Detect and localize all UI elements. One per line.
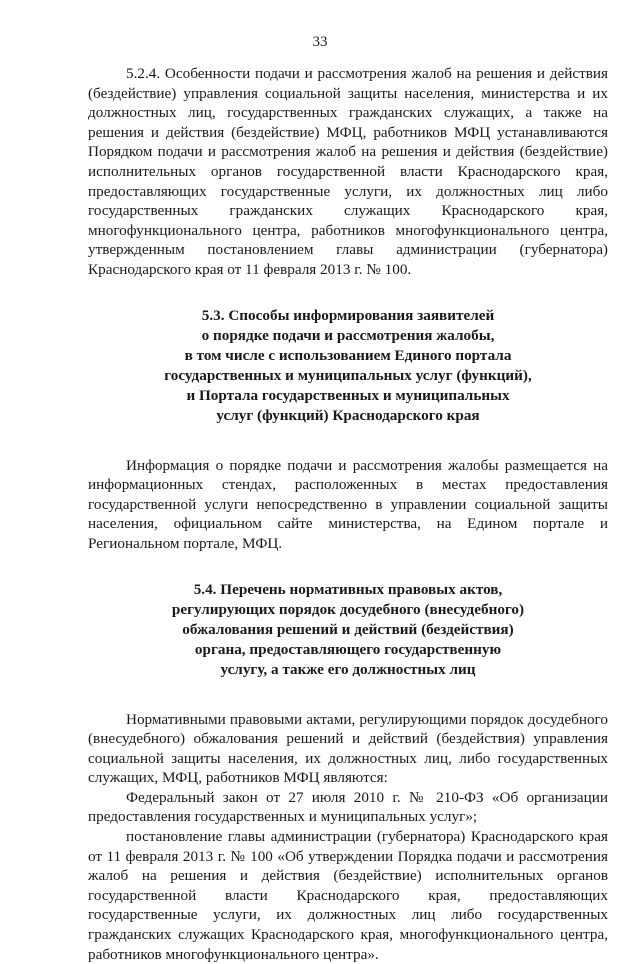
heading-5-3-line: услуг (функций) Краснодарского края (216, 406, 480, 424)
heading-5-4-line: услугу, а также его должностных лиц (220, 660, 476, 678)
heading-5-4-line: 5.4. Перечень нормативных правовых актов, (193, 580, 503, 598)
paragraph-5-4-intro: Нормативными правовыми актами, регулирующими порядок досудебного (внесудебного) обжалования решений и действий (бездействия) управления социальной защиты населения, их должностных лиц, либо государственных служащих, МФЦ, работников МФЦ являются: (88, 710, 608, 787)
heading-5-4-line: регулирующих порядок досудебного (внесудебного) (171, 600, 525, 618)
heading-5-4-line: обжалования решений и действий (бездействия) (182, 620, 514, 638)
heading-5-3-line: о порядке подачи и рассмотрения жалобы, (201, 326, 495, 344)
paragraph-5-2-4: 5.2.4. Особенности подачи и рассмотрения жалоб на решения и действия (бездействие) управления социальной защиты населения, министерства и их должностных лиц, государственных гражданских служащих, а также на решения и действия (бездействие) МФЦ, работников МФЦ устанавливаются Порядком подачи и рассмотрения жалоб на решения и действия (бездействие) исполнительных органов государственной власти Краснодарского края, предоставляющих государственные услуги, их должностных лиц либо государственных гражданских служащих Краснодарского края, многофункционального центра, работников многофункционального центра, утвержденным постановлением главы администрации (губернатора) Краснодарского края от 11 февраля 2013 г. № 100. (88, 65, 608, 278)
heading-5-3 (88, 306, 608, 426)
paragraph-5-4-item-2: постановление главы администрации (губернатора) Краснодарского края от 11 февраля 2013 г. № 100 «Об утверждении Порядка подачи и рассмотрения жалоб на решения и действия (бездействие) исполнительных органов государственной власти Краснодарского края, предоставляющих государственные услуги, их должностных лиц либо государственных гражданских служащих Краснодарского края, многофункционального центра, работников многофункционального центра». (88, 828, 608, 963)
heading-5-3-line: и Портала государственных и муниципальных (186, 386, 510, 404)
heading-5-3-line: государственных и муниципальных услуг (функций), (164, 366, 532, 384)
paragraph-5-3: Информация о порядке подачи и рассмотрения жалобы размещается на информационных стендах, расположенных в местах предоставления государственной услуги непосредственно в управлении социальной защиты населения, официальном сайте министерства, на Едином портале и Региональном портале, МФЦ. (88, 456, 608, 552)
heading-5-3-line: в том числе с использованием Единого портала (184, 346, 512, 364)
heading-5-3-line: 5.3. Способы информирования заявителей (201, 306, 495, 324)
paragraph-5-4-item-1: Федеральный закон от 27 июля 2010 г. № 210-ФЗ «Об организации предоставления государственных и муниципальных услуг»; (88, 788, 608, 826)
heading-5-4 (88, 580, 608, 680)
page-number: 33 (312, 34, 328, 50)
heading-5-4-line: органа, предоставляющего государственную (194, 640, 502, 658)
document-body (88, 64, 608, 964)
